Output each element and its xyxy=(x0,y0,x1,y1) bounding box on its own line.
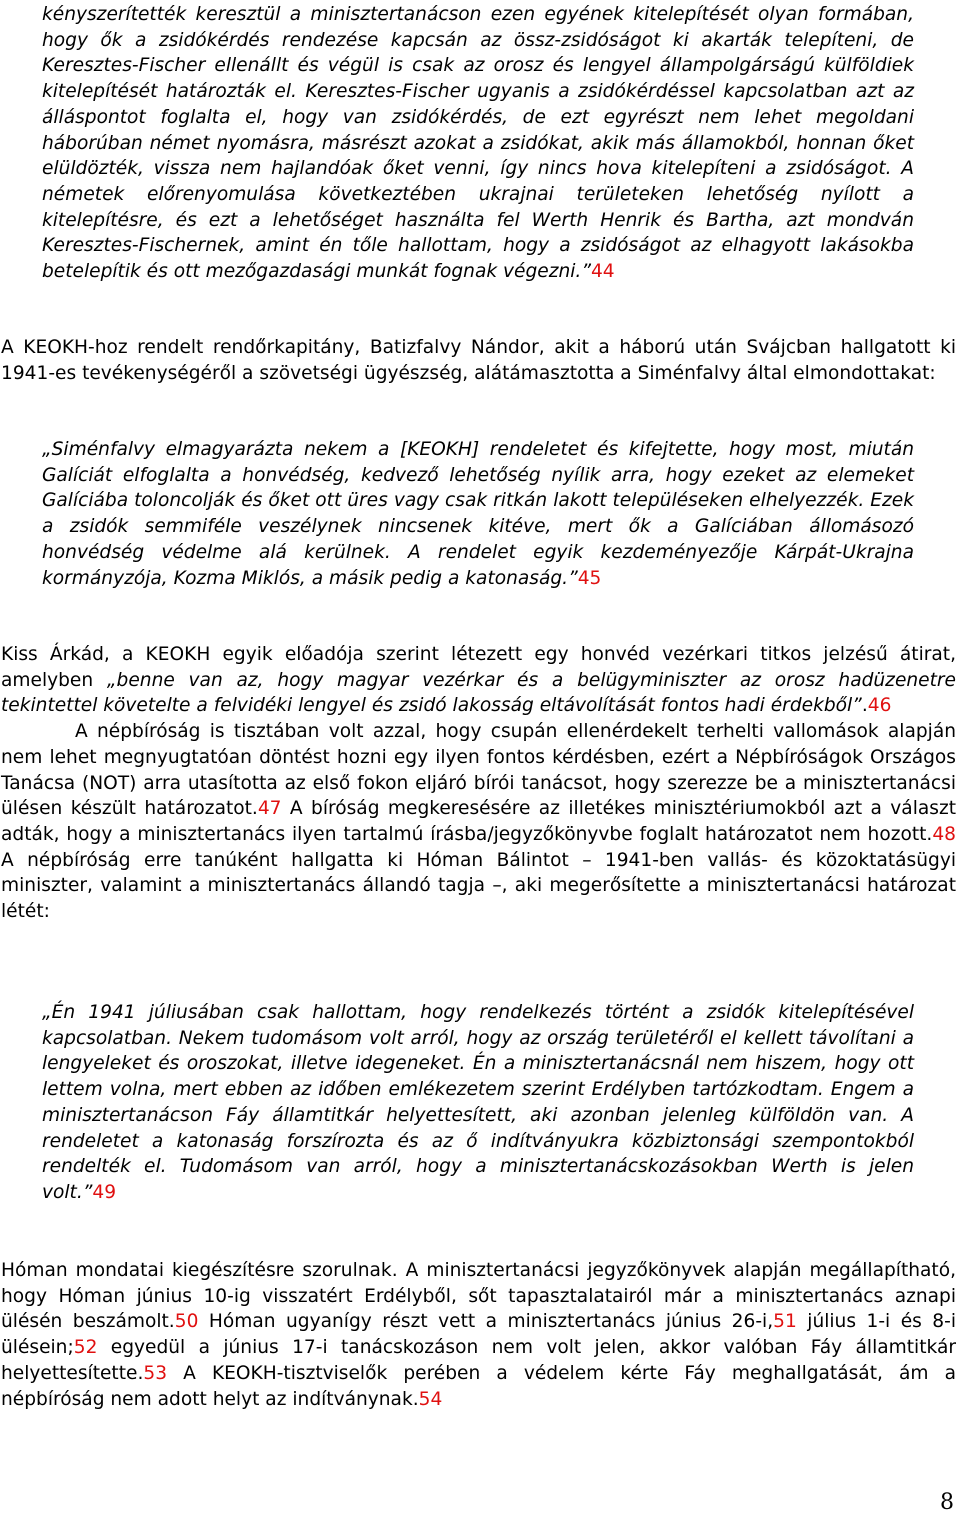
body-paragraph: Kiss Árkád, a KEOKH egyik előadója szerint létezett egy honvéd vezérkari titkos jelzésű átirat, amelyben „benne van az, hogy magyar vezérkar és a belügyminiszter az orosz hadüzenetre tekintettel követelte a felvidéki lengyel és zsidó lakosság eltávolítását fontos hadi érdekből”.46 A népbíróság is tisztában volt azzal, hogy csupán ellenérdekelt terhelti vallomások alapján nem lehet megnyugtatóan döntést hozni egy ilyen fontos kérdésben, ezért a Népbíróságok Országos Tanácsa (NOT) arra utasította az első fokon eljáró bírói tanácsot, hogy szerezze be a minisztertanácsi ülésen készült határozatot.47 A bíróság megkeresésére az illetékes minisztériumokból azt a választ adták, hogy a minisztertanács ilyen tartalmú írásba/jegyzőkönyvbe foglalt határozatot nem hozott.48 A népbíróság erre tanúként hallgatta ki Hóman Bálintot – 1941-ben vallás- és közoktatásügyi miniszter, valamint a minisztertanács állandó tagja –, aki megerősítette a minisztertanácsi határozat létét: xyxy=(1,644,956,923)
footnote-ref[interactable]: 51 xyxy=(773,1311,797,1333)
footnote-ref[interactable]: 47 xyxy=(257,798,282,820)
footnote-ref[interactable]: 45 xyxy=(577,567,602,589)
footnote-ref[interactable]: 44 xyxy=(590,261,615,283)
quote-block: „Én 1941 júliusában csak hallottam, hogy rendelkezés történt a zsidók kitelepítésével kapcsolatban. Nekem tudomásom volt arról, hogy az ország területéről el kellett távolítani a lengyeleket és oroszokat, illetve idegeneket. Én a minisztertanácsnál nem hiszem, hogy ott lettem volna, mert ebben az időben emlékezetem szerint Erdélyben tartózkodtam. Engem a minisztertanácson Fáy államtitkár helyettesített, aki azonban jelenleg külföldön van. A rendeletet a katonaság forszírozta és az ő indítványukra közbiztonsági szempontokból rendelték el. Tudomásom van arról, hogy a minisztertanácskozásokban Werth is jelen volt.”49 xyxy=(42,1002,914,1203)
body-paragraph: A KEOKH-hoz rendelt rendőrkapitány, Batizfalvy Nándor, akit a háború után Svájcban hallgatott ki 1941-es tevékenységéről a szövetségi ügyészség, alátámasztotta a Siménfalvy által elmondottakat: xyxy=(1,337,956,384)
quote-block: kényszerítették keresztül a minisztertanácson ezen egyének kitelepítését olyan formában, hogy ők a zsidókérdés rendezése kapcsán az össz-zsidóságot ki akarták telepíteni, de Keresztes-Fischer ellenállt és végül is csak az orosz és lengyel állampolgárságú külföldiek kitelepítését határozták el. Keresztes-Fischer ugyanis a zsidókérdéssel kapcsolatban azt az álláspontot foglalta el, hogy van zsidókérdés, de ezt egyrészt nem lehet megoldani háborúban német nyomásra, másrészt azokat a zsidókat, akik más államokból, honnan őket elüldözték, vissza nem hajlandóak őket venni, így nincs hova kitelepíteni a zsidóságot. A németek előrenyomulása következtében ukrajnai területeken lehetőség nyílott a kitelepítésre, és ezt a lehetőséget használta fel Werth Henrik és Bartha, azt mondván Keresztes-Fischernek, amint én tőle hallottam, hogy a zsidóságot az elhagyott lakásokba betelepítik és ott mezőgazdasági munkát fognak végezni.”44 xyxy=(42,4,914,283)
footnote-ref[interactable]: 52 xyxy=(73,1337,98,1359)
footnote-ref[interactable]: 48 xyxy=(932,823,956,845)
footnote-ref[interactable]: 50 xyxy=(174,1311,199,1333)
footnote-ref[interactable]: 54 xyxy=(418,1388,443,1410)
footnote-ref[interactable]: 46 xyxy=(867,695,892,717)
footnote-ref[interactable]: 53 xyxy=(143,1362,168,1384)
footnote-ref[interactable]: 49 xyxy=(92,1181,117,1203)
body-paragraph: Hóman mondatai kiegészítésre szorulnak. A minisztertanácsi jegyzőkönyvek alapján megállapítható, hogy Hóman június 10-ig visszatért Erdélyből, sőt tapasztalatairól már a minisztertanács aznapi ülésén beszámolt.50 Hóman ugyanígy részt vett a minisztertanács június 26-i,51 július 1-i és 8-i ülésein;52 egyedül a június 17-i tanácskozáson nem volt jelen, akkor valóban Fáy államtitkár helyettesítette.53 A KEOKH-tisztviselők perében a védelem kérte Fáy meghallgatását, ám a népbíróság nem adott helyt az indítványnak.54 xyxy=(1,1260,957,1410)
quote-block: „Siménfalvy elmagyarázta nekem a [KEOKH] rendeletet és kifejtette, hogy most, miután Galíciát elfoglalta a honvédség, kedvező lehetőség nyílik arra, hogy ezeket az elemeket Galíciába toloncolják és őket ott üres vagy csak ritkán lakott településeken elhelyezzék. Ezek a zsidók semmiféle veszélynek nincsenek kitéve, mert ők a Galíciában állomásozó honvédség védelme alá kerülnek. A rendelet egyik kezdeményezője Kárpát-Ukrajna kormányzója, Kozma Miklós, a másik pedig a katonaság.”45 xyxy=(42,439,914,589)
page-number: 8 xyxy=(940,1490,954,1515)
